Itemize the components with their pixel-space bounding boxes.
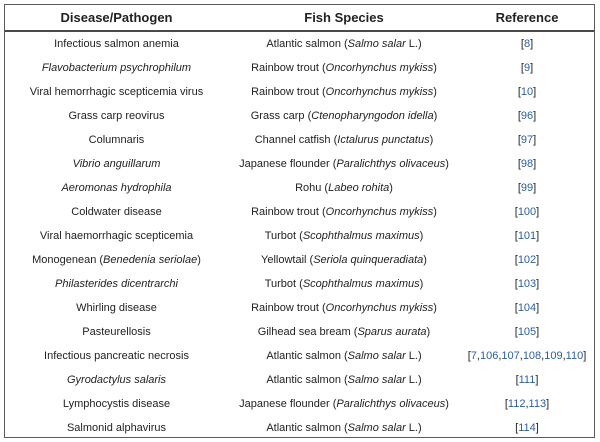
species-text: Yellowtail ( bbox=[261, 254, 314, 266]
species-text: ) bbox=[433, 302, 437, 314]
header-disease: Disease/Pathogen bbox=[5, 5, 228, 31]
header-row bbox=[5, 5, 594, 31]
disease-text: Grass carp reovirus bbox=[68, 110, 165, 122]
disease-cell bbox=[5, 296, 228, 320]
disease-cell bbox=[5, 31, 228, 56]
disease-text: Viral haemorrhagic scepticemia bbox=[39, 230, 194, 242]
reference-separator: , bbox=[525, 398, 529, 410]
disease-text: Monogenean ( bbox=[32, 254, 104, 266]
species-text: Labeo rohita bbox=[328, 182, 390, 194]
reference-separator: , bbox=[562, 350, 566, 362]
disease-text: Viral hemorrhagic scepticemia virus bbox=[29, 86, 204, 98]
table-row bbox=[5, 368, 594, 392]
species-text: Oncorhynchus mykiss bbox=[325, 86, 434, 98]
species-cell bbox=[228, 104, 460, 128]
reference-link[interactable]: 105 bbox=[517, 326, 537, 338]
species-text: ) bbox=[429, 134, 434, 146]
species-text: ) bbox=[433, 206, 437, 218]
reference-link[interactable]: 109 bbox=[544, 350, 563, 362]
table-row bbox=[5, 296, 594, 320]
reference-link[interactable]: 8 bbox=[523, 38, 531, 50]
species-cell bbox=[228, 224, 460, 248]
species-text: ) bbox=[433, 110, 438, 122]
reference-cell bbox=[460, 344, 594, 368]
bracket-close: ] bbox=[533, 110, 537, 122]
bracket-open: [ bbox=[504, 398, 508, 410]
bracket-close: ] bbox=[530, 62, 534, 74]
reference-separator: , bbox=[541, 350, 545, 362]
species-text: ) bbox=[445, 398, 449, 410]
species-text: Turbot ( bbox=[264, 278, 303, 290]
species-text: L.) bbox=[405, 422, 422, 434]
reference-link[interactable]: 100 bbox=[517, 206, 537, 218]
reference-link[interactable]: 9 bbox=[523, 62, 531, 74]
species-text: Channel catfish ( bbox=[254, 134, 338, 146]
species-cell bbox=[228, 56, 460, 80]
species-text: Atlantic salmon ( bbox=[266, 350, 348, 362]
species-text: Scophthalmus maximus bbox=[302, 278, 420, 290]
species-text: L.) bbox=[405, 374, 422, 386]
reference-cell bbox=[460, 200, 594, 224]
bracket-open: [ bbox=[517, 86, 521, 98]
species-text: Atlantic salmon ( bbox=[266, 374, 348, 386]
pathogen-table bbox=[5, 5, 594, 440]
disease-text: Coldwater disease bbox=[71, 206, 162, 218]
disease-text: Aeromonas hydrophila bbox=[61, 182, 172, 194]
species-text: L.) bbox=[405, 350, 422, 362]
species-text: Ctenopharyngodon idella bbox=[311, 110, 434, 122]
reference-link[interactable]: 102 bbox=[517, 254, 537, 266]
disease-cell bbox=[5, 368, 228, 392]
reference-cell bbox=[460, 416, 594, 440]
reference-cell bbox=[460, 224, 594, 248]
bracket-close: ] bbox=[533, 158, 537, 170]
bracket-close: ] bbox=[536, 278, 540, 290]
bracket-open: [ bbox=[520, 62, 524, 74]
reference-cell bbox=[460, 104, 594, 128]
bracket-open: [ bbox=[514, 278, 518, 290]
species-text: Rainbow trout ( bbox=[251, 302, 326, 314]
disease-text: Columnaris bbox=[88, 134, 145, 146]
species-text: Rainbow trout ( bbox=[251, 206, 326, 218]
reference-cell bbox=[460, 128, 594, 152]
bracket-close: ] bbox=[533, 134, 537, 146]
species-text: Salmo salar bbox=[347, 422, 406, 434]
species-text: Scophthalmus maximus bbox=[302, 230, 420, 242]
species-cell bbox=[228, 128, 460, 152]
table-row bbox=[5, 128, 594, 152]
disease-cell bbox=[5, 344, 228, 368]
species-cell bbox=[228, 176, 460, 200]
species-text: L.) bbox=[405, 38, 422, 50]
reference-link[interactable]: 107 bbox=[501, 350, 520, 362]
bracket-close: ] bbox=[536, 230, 540, 242]
reference-cell bbox=[460, 80, 594, 104]
reference-cell bbox=[460, 176, 594, 200]
species-cell bbox=[228, 344, 460, 368]
table-row bbox=[5, 200, 594, 224]
reference-link[interactable]: 113 bbox=[528, 398, 547, 410]
species-text: Oncorhynchus mykiss bbox=[325, 302, 434, 314]
header-species: Fish Species bbox=[228, 5, 460, 31]
species-text: Salmo salar bbox=[347, 350, 406, 362]
table-row bbox=[5, 272, 594, 296]
bracket-open: [ bbox=[514, 206, 518, 218]
reference-link[interactable]: 96 bbox=[520, 110, 534, 122]
reference-link[interactable]: 114 bbox=[518, 422, 536, 434]
bracket-close: ] bbox=[533, 182, 537, 194]
disease-text: Vibrio anguillarum bbox=[72, 158, 161, 170]
disease-text: Whirling disease bbox=[76, 302, 157, 314]
species-text: ) bbox=[419, 278, 424, 290]
bracket-close: ] bbox=[533, 86, 537, 98]
species-cell bbox=[228, 272, 460, 296]
species-text: ) bbox=[419, 230, 424, 242]
bracket-open: [ bbox=[515, 374, 519, 386]
species-text: Paralichthys olivaceus bbox=[336, 158, 446, 170]
bracket-open: [ bbox=[467, 350, 471, 362]
reference-cell bbox=[460, 31, 594, 56]
bracket-open: [ bbox=[517, 134, 521, 146]
reference-cell bbox=[460, 368, 594, 392]
species-text: Ictalurus punctatus bbox=[337, 134, 430, 146]
species-text: ) bbox=[423, 254, 427, 266]
species-text: ) bbox=[389, 182, 393, 194]
species-cell bbox=[228, 296, 460, 320]
species-cell bbox=[228, 248, 460, 272]
reference-link[interactable]: 104 bbox=[517, 302, 537, 314]
disease-cell bbox=[5, 80, 228, 104]
reference-link[interactable]: 99 bbox=[520, 182, 534, 194]
species-text: Oncorhynchus mykiss bbox=[325, 62, 434, 74]
table-row bbox=[5, 56, 594, 80]
disease-text: Salmonid alphavirus bbox=[66, 422, 167, 434]
species-text: ) bbox=[445, 158, 449, 170]
table-row bbox=[5, 176, 594, 200]
table-row bbox=[5, 320, 594, 344]
disease-cell bbox=[5, 56, 228, 80]
species-text: Gilhead sea bream ( bbox=[257, 326, 358, 338]
reference-link[interactable]: 98 bbox=[520, 158, 534, 170]
bracket-open: [ bbox=[514, 326, 518, 338]
species-text: Japanese flounder ( bbox=[239, 158, 337, 170]
species-cell bbox=[228, 392, 460, 416]
species-cell bbox=[228, 320, 460, 344]
species-text: ) bbox=[433, 62, 437, 74]
bracket-open: [ bbox=[517, 158, 521, 170]
table-row bbox=[5, 80, 594, 104]
reference-separator: , bbox=[498, 350, 502, 362]
table-body bbox=[5, 31, 594, 440]
disease-cell bbox=[5, 416, 228, 440]
bracket-open: [ bbox=[514, 230, 518, 242]
species-text: Turbot ( bbox=[264, 230, 303, 242]
disease-text: Philasterides dicentrarchi bbox=[55, 278, 178, 290]
species-text: Atlantic salmon ( bbox=[266, 422, 348, 434]
disease-text: Pasteurellosis bbox=[82, 326, 151, 338]
species-text: Rainbow trout ( bbox=[251, 86, 326, 98]
reference-cell bbox=[460, 272, 594, 296]
reference-cell bbox=[460, 320, 594, 344]
species-cell bbox=[228, 31, 460, 56]
disease-cell bbox=[5, 248, 228, 272]
disease-text: ) bbox=[197, 254, 201, 266]
disease-text: Infectious pancreatic necrosis bbox=[44, 350, 189, 362]
bracket-open: [ bbox=[514, 254, 518, 266]
bracket-close: ] bbox=[530, 38, 534, 50]
species-text: Rainbow trout ( bbox=[251, 62, 326, 74]
disease-cell bbox=[5, 200, 228, 224]
bracket-open: [ bbox=[517, 182, 521, 194]
reference-link[interactable]: 111 bbox=[518, 374, 536, 386]
reference-cell bbox=[460, 296, 594, 320]
species-text: Sparus aurata bbox=[357, 326, 427, 338]
bracket-close: ] bbox=[546, 398, 550, 410]
reference-link[interactable]: 101 bbox=[517, 230, 537, 242]
reference-separator: , bbox=[476, 350, 480, 362]
table-row bbox=[5, 104, 594, 128]
species-text: Paralichthys olivaceus bbox=[336, 398, 446, 410]
reference-link[interactable]: 110 bbox=[565, 350, 584, 362]
species-cell bbox=[228, 80, 460, 104]
bracket-close: ] bbox=[583, 350, 587, 362]
bracket-close: ] bbox=[536, 206, 540, 218]
species-text: Salmo salar bbox=[347, 374, 406, 386]
disease-text: Flavobacterium psychrophilum bbox=[41, 62, 192, 74]
species-text: Seriola quinqueradiata bbox=[313, 254, 424, 266]
reference-link[interactable]: 103 bbox=[517, 278, 537, 290]
reference-link[interactable]: 10 bbox=[520, 86, 534, 98]
reference-cell bbox=[460, 56, 594, 80]
species-cell bbox=[228, 200, 460, 224]
species-cell bbox=[228, 152, 460, 176]
species-text: ) bbox=[433, 86, 437, 98]
species-text: Rohu ( bbox=[295, 182, 329, 194]
table-row bbox=[5, 392, 594, 416]
table-row bbox=[5, 344, 594, 368]
reference-link[interactable]: 7 bbox=[470, 350, 477, 362]
bracket-close: ] bbox=[536, 326, 540, 338]
reference-cell bbox=[460, 248, 594, 272]
bracket-open: [ bbox=[515, 422, 519, 434]
reference-link[interactable]: 112 bbox=[507, 398, 526, 410]
reference-cell bbox=[460, 152, 594, 176]
bracket-open: [ bbox=[520, 38, 524, 50]
species-text: Japanese flounder ( bbox=[239, 398, 337, 410]
species-text: ) bbox=[426, 326, 431, 338]
table-row bbox=[5, 152, 594, 176]
table-row bbox=[5, 31, 594, 56]
disease-text: Benedenia seriolae bbox=[103, 254, 198, 266]
bracket-close: ] bbox=[536, 302, 540, 314]
disease-text: Lymphocystis disease bbox=[62, 398, 171, 410]
disease-text: Infectious salmon anemia bbox=[54, 38, 179, 50]
bracket-close: ] bbox=[536, 254, 540, 266]
table-container bbox=[4, 4, 595, 438]
reference-link[interactable]: 97 bbox=[520, 134, 534, 146]
reference-link[interactable]: 108 bbox=[522, 350, 542, 362]
reference-separator: , bbox=[519, 350, 523, 362]
bracket-close: ] bbox=[535, 374, 539, 386]
disease-cell bbox=[5, 320, 228, 344]
species-text: Atlantic salmon ( bbox=[266, 38, 348, 50]
disease-cell bbox=[5, 392, 228, 416]
table-row bbox=[5, 224, 594, 248]
species-text: Oncorhynchus mykiss bbox=[325, 206, 434, 218]
species-text: Grass carp ( bbox=[250, 110, 312, 122]
species-text: Salmo salar bbox=[347, 38, 406, 50]
table-header bbox=[5, 5, 594, 31]
species-cell bbox=[228, 368, 460, 392]
table-row bbox=[5, 248, 594, 272]
reference-cell bbox=[460, 392, 594, 416]
table-row bbox=[5, 416, 594, 440]
header-reference: Reference bbox=[460, 5, 594, 31]
disease-cell bbox=[5, 152, 228, 176]
species-cell bbox=[228, 416, 460, 440]
disease-cell bbox=[5, 272, 228, 296]
reference-link[interactable]: 106 bbox=[479, 350, 499, 362]
bracket-open: [ bbox=[517, 110, 521, 122]
disease-cell bbox=[5, 104, 228, 128]
disease-text: Gyrodactylus salaris bbox=[66, 374, 167, 386]
disease-cell bbox=[5, 224, 228, 248]
disease-cell bbox=[5, 176, 228, 200]
disease-cell bbox=[5, 128, 228, 152]
bracket-close: ] bbox=[535, 422, 539, 434]
bracket-open: [ bbox=[514, 302, 518, 314]
